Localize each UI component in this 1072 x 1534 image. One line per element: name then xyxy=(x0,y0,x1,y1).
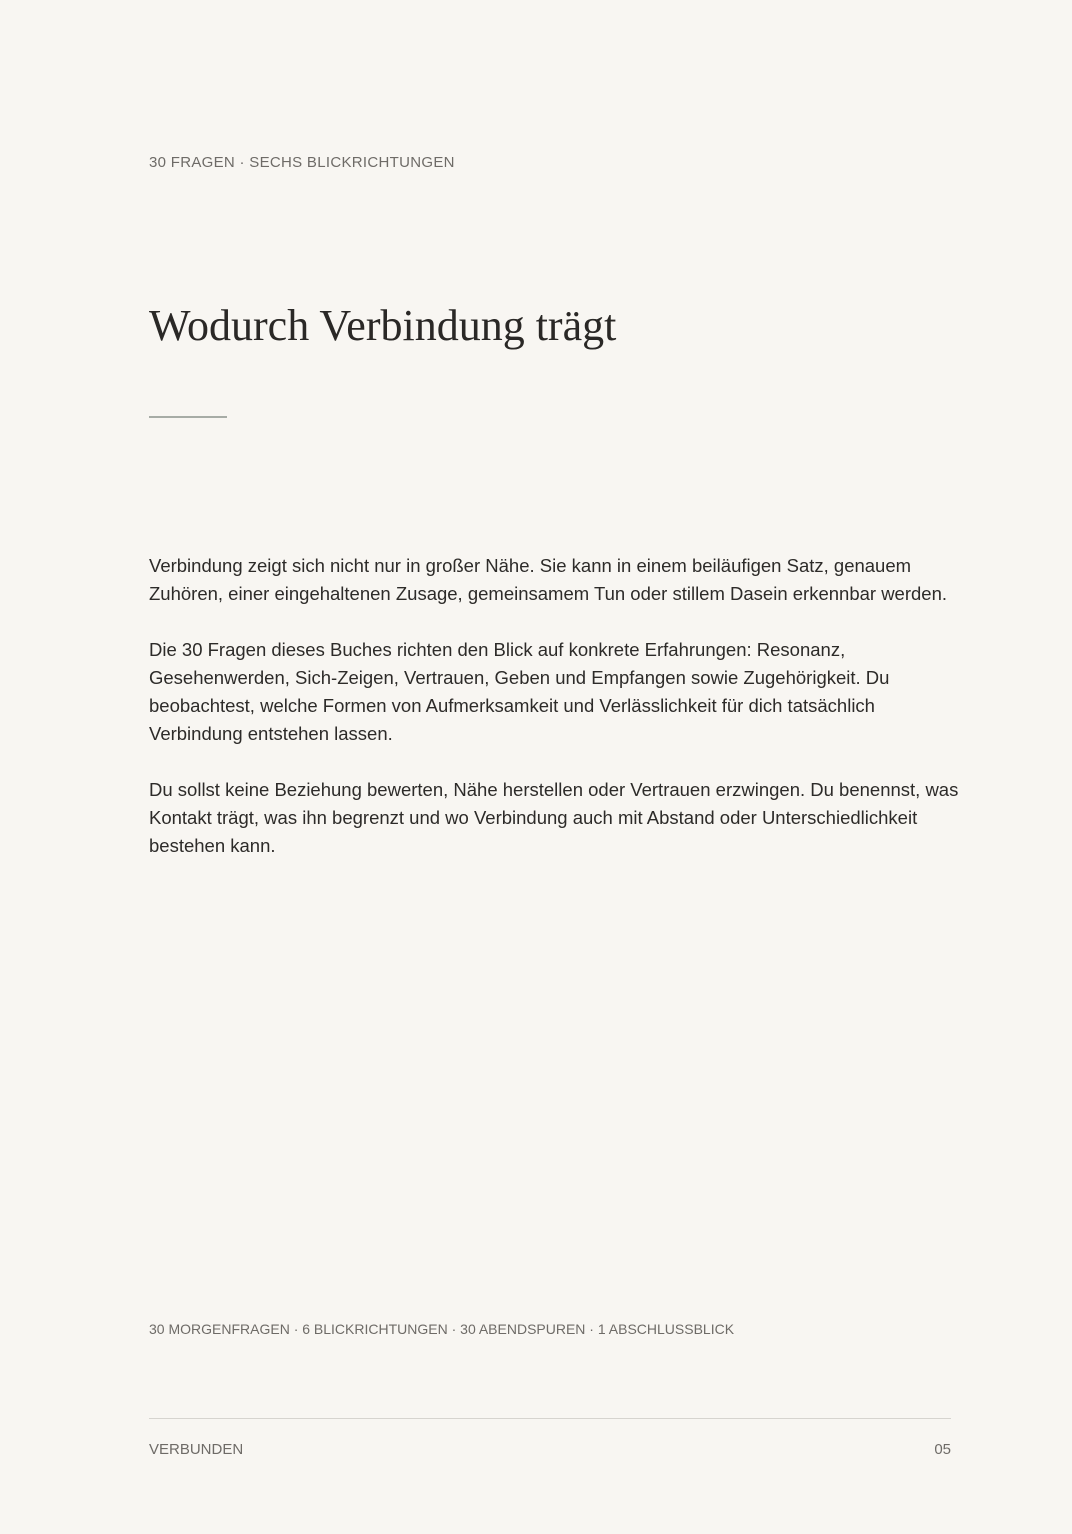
page-title: Wodurch Verbindung trägt xyxy=(149,301,617,350)
section-eyebrow: 30 FRAGEN · SECHS BLICKRICHTUNGEN xyxy=(149,154,455,171)
book-stats: 30 MORGENFRAGEN · 6 BLICKRICHTUNGEN · 30 ABENDSPUREN · 1 ABSCHLUSSBLICK xyxy=(149,1321,735,1337)
page-number: 05 xyxy=(934,1441,951,1458)
title-divider xyxy=(149,416,227,418)
footer-divider xyxy=(149,1418,951,1419)
body-text xyxy=(149,552,961,888)
running-title: VERBUNDEN xyxy=(149,1441,244,1458)
paragraph: Du sollst keine Beziehung bewerten, Nähe herstellen oder Vertrauen erzwingen. Du benennst, was Kontakt trägt, was ihn begrenzt und wo Verbindung auch mit Abstand oder Unterschiedlichkeit bestehen kann. xyxy=(149,779,959,856)
paragraph: Die 30 Fragen dieses Buches richten den Blick auf konkrete Erfahrungen: Resonanz, Gesehenwerden, Sich-Zeigen, Vertrauen, Geben und Empfangen sowie Zugehörigkeit. Du beobachtest, welche Formen von Aufmerksamkeit und Verlässlichkeit für dich tatsächlich Verbindung entstehen lassen. xyxy=(149,639,890,744)
paragraph: Verbindung zeigt sich nicht nur in großer Nähe. Sie kann in einem beiläufigen Satz, genauem Zuhören, einer eingehaltenen Zusage, gemeinsamem Tun oder stillem Dasein erkennbar werden. xyxy=(149,555,948,604)
